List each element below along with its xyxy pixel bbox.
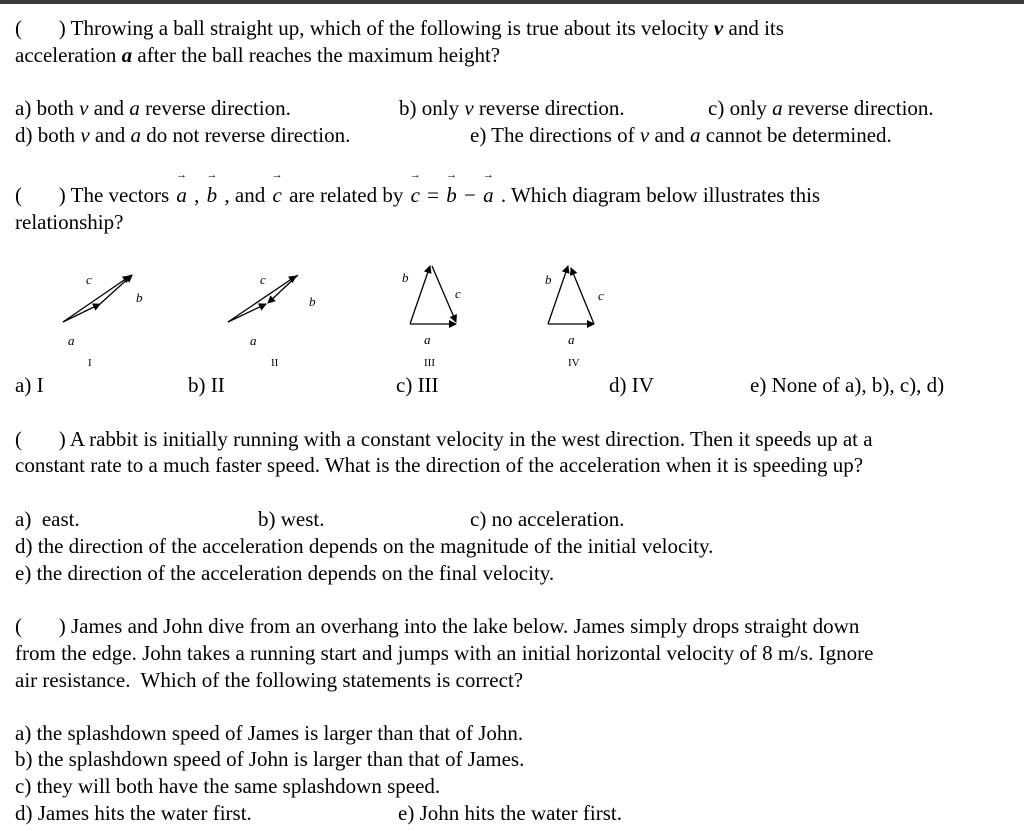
q2-text3: are related by	[283, 183, 409, 207]
q2-vec-a: → a	[174, 183, 189, 207]
q1-line2	[15, 43, 500, 67]
diagram-III-vector-c	[432, 266, 456, 322]
diagram-II-vector-a	[228, 304, 266, 322]
diagram-IV-vector-c	[571, 268, 594, 324]
top-border	[0, 0, 1024, 4]
q2-text4: . Which diagram below illustrates this	[495, 183, 821, 207]
q2-eq-b: → b	[444, 183, 459, 207]
q4-option-b[interactable]: b) the splashdown speed of John is larger than that of James.	[15, 747, 525, 771]
q1-option-b[interactable]	[399, 96, 625, 120]
vector-diagrams	[0, 250, 1024, 375]
diagram-IV-label-b: b	[545, 272, 552, 287]
q4-line2: from the edge. John takes a running start and jumps with an initial horizontal velocity of 8 m/s. Ignore	[15, 641, 874, 665]
q1-option-a-text2: and	[88, 96, 130, 120]
diagram-I-vector-c	[63, 276, 130, 322]
q1-option-d-a: a	[130, 123, 141, 147]
q1-option-e-text1: e) The directions of	[470, 123, 640, 147]
q1-text2b: after the ball reaches the maximum height?	[132, 43, 501, 67]
q3-text1: A rabbit is initially running with a constant velocity in the west direction. Then it speeds up at a	[65, 427, 873, 451]
diagram-II-vector-b	[268, 275, 298, 303]
q2-option-a[interactable]: a) I	[15, 373, 44, 397]
q3-option-d[interactable]: d) the direction of the acceleration depends on the magnitude of the initial velocity.	[15, 534, 714, 558]
diagram-III-label-b: b	[402, 270, 409, 285]
q2-eq-a: → a	[481, 183, 496, 207]
q4-option-a[interactable]: a) the splashdown speed of James is larger than that of John.	[15, 721, 524, 745]
q1-answer-blank[interactable]: ( )	[15, 16, 66, 40]
diagram-I-label-b: b	[136, 290, 143, 305]
q1-option-e-a: a	[690, 123, 701, 147]
q4-line1	[15, 614, 859, 638]
q2-option-e[interactable]: e) None of a), b), c), d)	[750, 373, 945, 397]
q3-answer-blank[interactable]: ( )	[15, 427, 66, 451]
q1-option-a-a: a	[129, 96, 140, 120]
q3-option-e[interactable]: e) the direction of the acceleration depends on the final velocity.	[15, 561, 555, 585]
diagram-IV-roman: IV	[568, 357, 580, 369]
diagram-III-label-c: c	[455, 286, 461, 301]
q2-comma: ,	[188, 183, 205, 207]
diagram-III-label-a: a	[424, 332, 431, 347]
q2-eq-c: → c	[409, 183, 422, 207]
q1-var-a: a	[121, 43, 133, 67]
q2-line2: relationship?	[15, 210, 124, 234]
q1-var-v: v	[713, 16, 724, 40]
q4-answer-blank[interactable]: ( )	[15, 614, 66, 638]
diagram-II-label-c: c	[260, 272, 266, 287]
q3-option-a[interactable]: a) east.	[15, 507, 80, 531]
q4-option-d[interactable]: d) James hits the water first.	[15, 801, 252, 825]
q1-text: Throwing a ball straight up, which of the following is true about its velocity	[65, 16, 714, 40]
q2-option-b[interactable]: b) II	[188, 373, 225, 397]
q1-option-c-text2: reverse direction.	[782, 96, 934, 120]
q2-minus-sign: −	[458, 183, 482, 207]
q2-option-d[interactable]: d) IV	[609, 373, 654, 397]
q4-text1: James and John dive from an overhang into the lake below. James simply drops straight down	[65, 614, 860, 638]
q1-option-d[interactable]	[15, 123, 350, 147]
q1-option-c-text1: c) only	[708, 96, 773, 120]
diagram-II	[228, 272, 316, 369]
q1-text2a: acceleration	[15, 43, 122, 67]
q1-option-c[interactable]	[708, 96, 934, 120]
q1-option-a[interactable]	[15, 96, 291, 120]
q2-option-c[interactable]: c) III	[396, 373, 439, 397]
q1-option-d-text3: do not reverse direction.	[140, 123, 351, 147]
q1-option-b-text2: reverse direction.	[473, 96, 625, 120]
q1-option-d-text2: and	[89, 123, 131, 147]
q1-option-d-text1: d) both	[15, 123, 81, 147]
q4-line3: air resistance. Which of the following statements is correct?	[15, 668, 524, 692]
q1-text-and: and its	[723, 16, 784, 40]
q2-line1	[15, 183, 820, 207]
q2-vec-b: → b	[205, 183, 220, 207]
q1-option-b-text1: b) only	[399, 96, 465, 120]
q3-option-c[interactable]: c) no acceleration.	[470, 507, 625, 531]
diagram-III-roman: III	[424, 357, 435, 369]
diagram-II-roman: II	[271, 357, 279, 369]
diagram-III	[402, 266, 461, 369]
q1-option-e-text2: and	[649, 123, 691, 147]
q1-option-a-text1: a) both	[15, 96, 80, 120]
q1-option-e[interactable]	[470, 123, 892, 147]
diagram-I-vector-b	[100, 275, 132, 304]
q2-answer-blank[interactable]: ( )	[15, 183, 66, 207]
q1-option-e-v: v	[639, 123, 650, 147]
q2-text2: , and	[219, 183, 271, 207]
q1-option-d-v: v	[80, 123, 90, 147]
diagram-I	[63, 272, 143, 369]
q1-line1	[15, 16, 784, 40]
q2-text1: The vectors	[65, 183, 175, 207]
q4-option-c[interactable]: c) they will both have the same splashdown speed.	[15, 774, 441, 798]
q3-line2: constant rate to a much faster speed. What is the direction of the acceleration when it is speeding up?	[15, 453, 864, 477]
q3-line1	[15, 427, 873, 451]
q2-eq-sign: =	[421, 183, 445, 207]
q1-option-a-text3: reverse direction.	[139, 96, 291, 120]
diagram-IV-label-a: a	[568, 332, 575, 347]
q3-option-b[interactable]: b) west.	[258, 507, 325, 531]
diagram-IV	[545, 266, 604, 369]
diagram-I-roman: I	[88, 357, 92, 369]
q4-option-e[interactable]: e) John hits the water first.	[398, 801, 622, 825]
q1-option-b-v: v	[464, 96, 474, 120]
diagram-II-label-b: b	[309, 294, 316, 309]
diagram-III-vector-b	[410, 266, 430, 324]
diagram-I-vector-a	[63, 304, 100, 322]
diagram-II-label-a: a	[250, 333, 257, 348]
q1-option-e-text3: cannot be determined.	[700, 123, 892, 147]
q1-option-a-v: v	[79, 96, 89, 120]
diagram-I-label-c: c	[86, 272, 92, 287]
diagram-I-label-a: a	[68, 333, 75, 348]
diagram-IV-label-c: c	[598, 288, 604, 303]
q1-option-c-a: a	[772, 96, 783, 120]
q2-vec-c: → c	[271, 183, 284, 207]
